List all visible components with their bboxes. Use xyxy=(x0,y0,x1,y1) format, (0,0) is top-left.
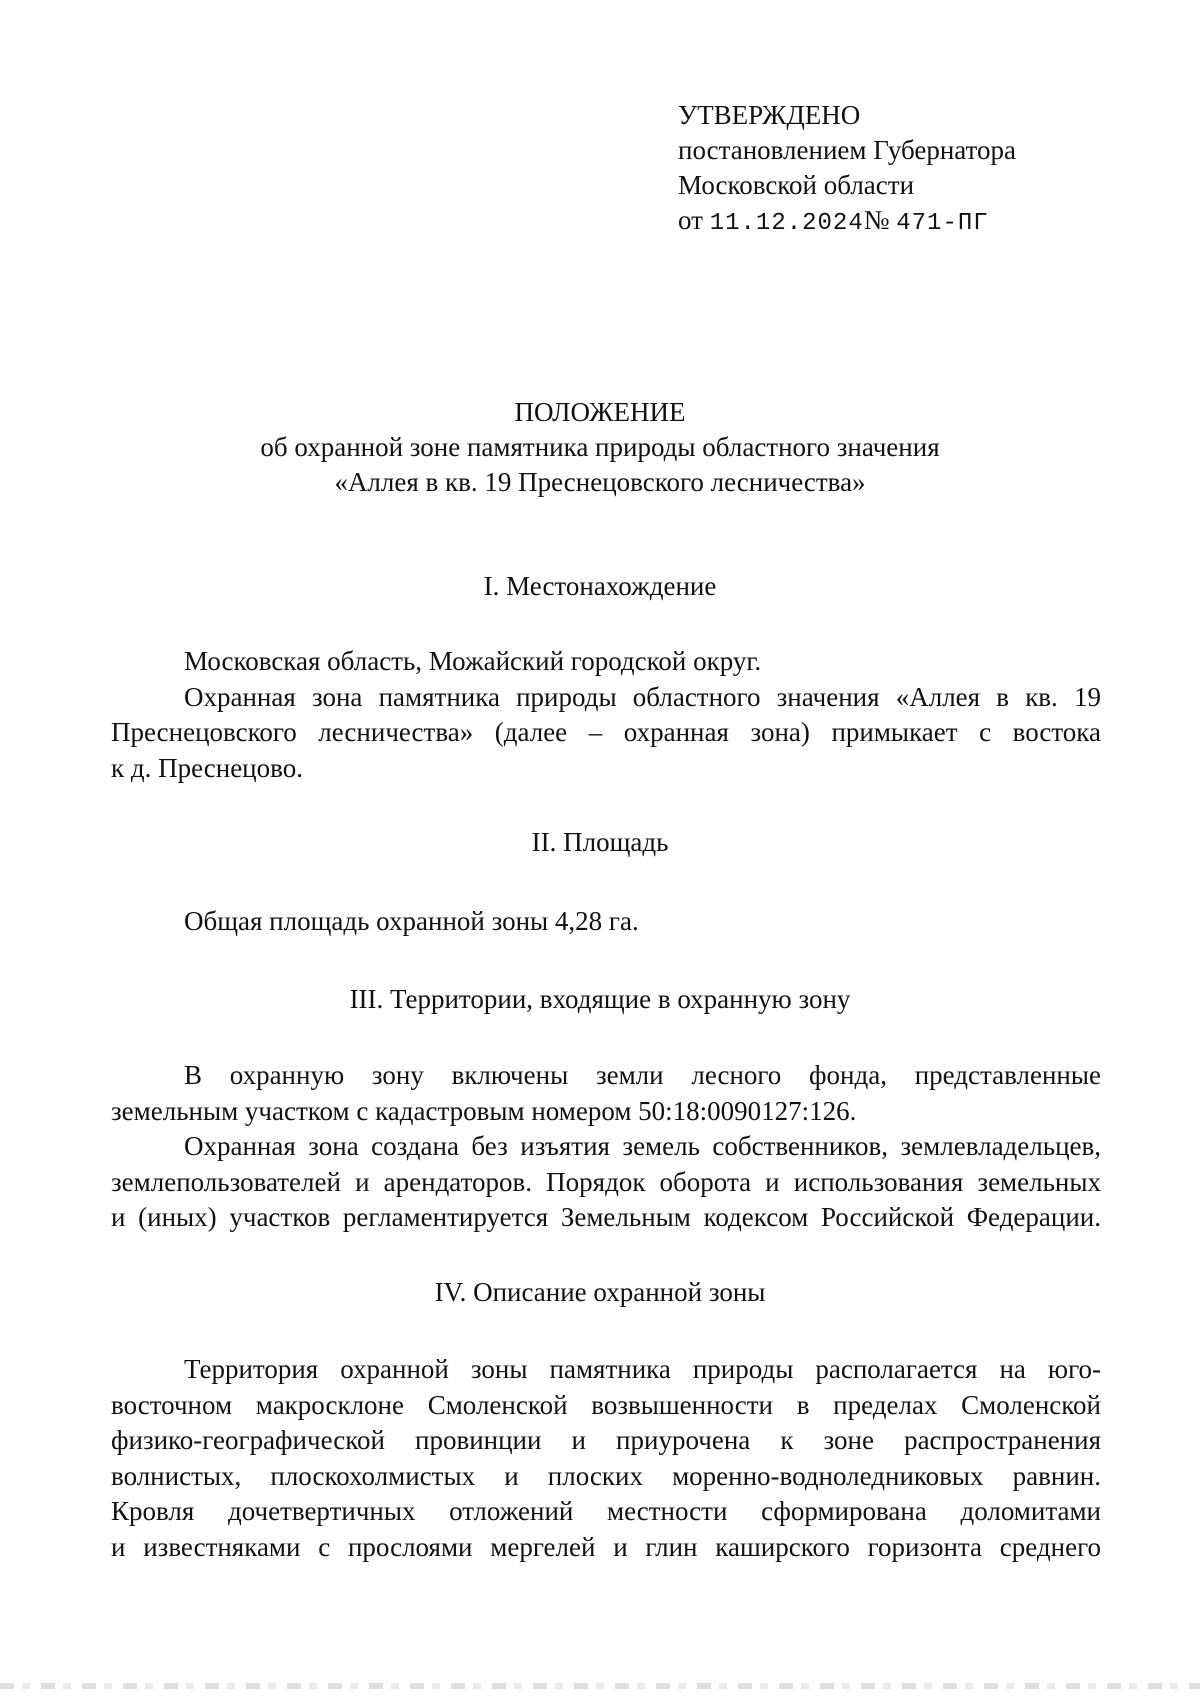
section-3-paragraph-1-line-2: земельным участком с кадастровым номером 50:18:0090127:126. xyxy=(111,1095,857,1126)
section-3-paragraph-2-line-3: и (иных) участков регламентируется Земельным кодексом Российской Федерации. xyxy=(111,1202,1101,1232)
title-line-3: «Аллея в кв. 19 Преснецовского лесничества» xyxy=(334,467,866,497)
section-1-paragraph-2-line-2: Преснецовского лесничества» (далее – охранная зона) примыкает с востока xyxy=(111,717,1101,747)
approval-region: Московской области xyxy=(678,170,915,200)
section-3-paragraph-2-line-2: землепользователей и арендаторов. Порядок оборота и использования земельных xyxy=(111,1166,1101,1197)
approval-number-sign: № xyxy=(863,205,890,235)
section-3-paragraph-2-line-1: Охранная зона создана без изъятия земель собственников, землевладельцев, xyxy=(184,1131,1101,1161)
title-line-2: об охранной зоне памятника природы областного значения xyxy=(260,432,940,462)
section-1-paragraph-1: Московская область, Можайский городской округ. xyxy=(184,646,762,676)
title-line-1: ПОЛОЖЕНИЕ xyxy=(514,397,686,427)
section-heading-3: III. Территории, входящие в охранную зону xyxy=(349,984,851,1014)
approval-prefix: от xyxy=(678,205,703,235)
section-4-paragraph-1-line-6: и известняками с прослоями мергелей и глин каширского горизонта среднего xyxy=(111,1531,1101,1562)
section-heading-2: II. Площадь xyxy=(531,827,669,857)
section-3-paragraph-1-line-1: В охранную зону включены земли лесного фонда, представленные xyxy=(184,1060,1101,1090)
section-4-paragraph-1-line-3: физико-географической провинции и приурочена к зоне распространения xyxy=(111,1425,1101,1455)
scan-edge-noise xyxy=(0,1683,1200,1689)
section-1-paragraph-2-line-1: Охранная зона памятника природы областного значения «Аллея в кв. 19 xyxy=(184,681,1101,712)
section-2-paragraph-1: Общая площадь охранной зоны 4,28 га. xyxy=(184,906,639,936)
approval-block xyxy=(678,98,1016,241)
section-heading-4: IV. Описание охранной зоны xyxy=(434,1277,766,1307)
approval-number: 471-ПГ xyxy=(896,210,989,237)
section-1-paragraph-2-line-3: к д. Преснецово. xyxy=(111,752,303,783)
section-3-text xyxy=(111,1058,1101,1236)
approval-authority: постановлением Губернатора xyxy=(678,135,1016,165)
section-4-text xyxy=(111,1352,1101,1565)
approval-date-line xyxy=(678,203,1016,241)
section-2-text xyxy=(111,904,1101,940)
approval-title: УТВЕРЖДЕНО xyxy=(678,100,861,130)
section-heading-1: I. Местонахождение xyxy=(483,571,717,601)
section-4-paragraph-1-line-1: Территория охранной зоны памятника природы располагается на юго- xyxy=(184,1354,1101,1384)
approval-date: 11.12.2024 xyxy=(709,210,864,237)
section-4-paragraph-1-line-5: Кровля дочетвертичных отложений местности сформирована доломитами xyxy=(111,1496,1101,1526)
section-4-paragraph-1-line-4: волнистых, плоскохолмистых и плоских моренно-водноледниковых равнин. xyxy=(111,1460,1101,1491)
document-title xyxy=(0,395,1200,500)
section-1-text xyxy=(111,644,1101,786)
section-4-paragraph-1-line-2: восточном макросклоне Смоленской возвышенности в пределах Смоленской xyxy=(111,1389,1101,1420)
